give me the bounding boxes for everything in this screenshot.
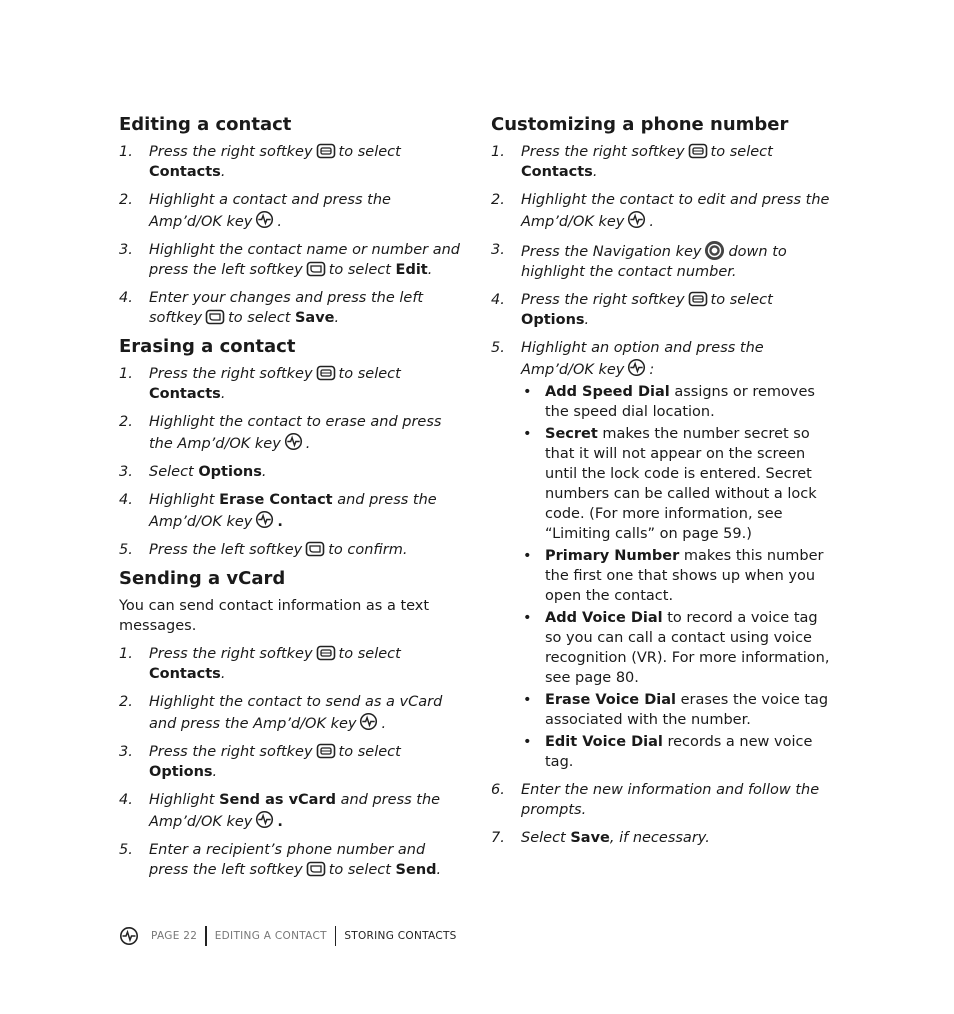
right-softkey-icon xyxy=(316,743,336,759)
step-item: 4. Highlight Erase Contact and press the Amp’d/OK key . xyxy=(119,492,437,530)
left-softkey-icon xyxy=(306,861,326,877)
footer-section: EDITING A CONTACT xyxy=(214,930,327,942)
erasing-contact-section xyxy=(119,336,464,560)
step-item: 4. Highlight Send as vCard and press the Amp’d/OK key . xyxy=(119,792,441,830)
erasing-steps xyxy=(119,364,464,560)
section-title-customizing: Customizing a phone number xyxy=(491,114,789,135)
footer-divider xyxy=(335,926,337,946)
vcard-intro: You can send contact information as a text messages. xyxy=(119,598,430,634)
step-item: 3. Select Options. xyxy=(119,464,267,480)
step-item: 7. Select Save, if necessary. xyxy=(491,830,710,846)
left-column xyxy=(119,114,464,888)
step-item: 1. Press the right softkey to select Contacts. xyxy=(119,144,401,180)
section-title-erasing: Erasing a contact xyxy=(119,336,296,357)
step-item: 1. Press the right softkey to select Contacts. xyxy=(491,144,773,180)
option-item: • Add Voice Dial to record a voice tag so you can call a contact using voice recognition (VR). For more information, see page 80. xyxy=(523,610,830,686)
step-item: 2. Highlight the contact to send as a vCard and press the Amp’d/OK key . xyxy=(119,694,443,732)
step-item: 5. Press the left softkey to confirm. xyxy=(119,542,408,558)
option-item: • Primary Number makes this number the first one that shows up when you open the contact. xyxy=(523,548,824,604)
left-softkey-icon xyxy=(306,261,326,277)
step-item: 2. Highlight a contact and press the Amp’d/OK key . xyxy=(119,192,391,230)
page-footer xyxy=(119,924,457,948)
step-item: 6. Enter the new information and follow the prompts. xyxy=(491,782,820,818)
ampd-logo-icon xyxy=(119,926,139,946)
vcard-steps xyxy=(119,644,464,880)
ampd-ok-key-icon xyxy=(255,810,274,829)
section-title-vcard: Sending a vCard xyxy=(119,568,286,589)
section-title-editing: Editing a contact xyxy=(119,114,292,135)
ampd-ok-key-icon xyxy=(359,712,378,731)
step-item: 3. Press the right softkey to select Options. xyxy=(119,744,401,780)
editing-steps xyxy=(119,142,464,328)
right-softkey-icon xyxy=(316,143,336,159)
right-softkey-icon xyxy=(688,143,708,159)
option-item: • Edit Voice Dial records a new voice tag. xyxy=(523,734,813,770)
left-softkey-icon xyxy=(205,309,225,325)
option-item: • Erase Voice Dial erases the voice tag associated with the number. xyxy=(523,692,829,728)
right-softkey-icon xyxy=(316,645,336,661)
editing-contact-section xyxy=(119,114,464,328)
page-number: PAGE 22 xyxy=(151,930,198,942)
sending-vcard-section xyxy=(119,568,464,880)
customizing-steps xyxy=(491,142,836,848)
option-item: • Secret makes the number secret so that it will not appear on the screen until the lock code is entered. Secret numbers can be called without a lock code. (For more information, see “Limiting calls” on page 59.) xyxy=(523,426,817,542)
ampd-ok-key-icon xyxy=(627,210,646,229)
step-item: 5. Enter a recipient’s phone number and press the left softkey to select Send. xyxy=(119,842,442,878)
step-item: 3. Press the Navigation key down to highlight the contact number. xyxy=(491,242,787,280)
right-softkey-icon xyxy=(316,365,336,381)
footer-chapter: STORING CONTACTS xyxy=(344,930,457,942)
step-item: 1. Press the right softkey to select Contacts. xyxy=(119,646,401,682)
ampd-ok-key-icon xyxy=(255,510,274,529)
ampd-ok-key-icon xyxy=(255,210,274,229)
step-item: 2. Highlight the contact to erase and press the Amp’d/OK key . xyxy=(119,414,442,452)
customizing-number-section xyxy=(491,114,836,848)
step-item: 4. Enter your changes and press the left softkey to select Save. xyxy=(119,290,424,326)
ampd-ok-key-icon xyxy=(627,358,646,377)
step-item: 2. Highlight the contact to edit and press the Amp’d/OK key . xyxy=(491,192,830,230)
step-item: 4. Press the right softkey to select Options. xyxy=(491,292,773,328)
step-item: 3. Highlight the contact name or number and press the left softkey to select Edit. xyxy=(119,242,460,278)
right-softkey-icon xyxy=(688,291,708,307)
option-list xyxy=(521,382,836,772)
step-item: 1. Press the right softkey to select Contacts. xyxy=(119,366,401,402)
option-item: • Add Speed Dial assigns or removes the speed dial location. xyxy=(523,384,815,420)
navigation-key-icon xyxy=(704,240,725,261)
left-softkey-icon xyxy=(305,541,325,557)
right-column xyxy=(491,114,836,856)
footer-divider xyxy=(205,926,207,946)
ampd-ok-key-icon xyxy=(284,432,303,451)
step-item: 5. Highlight an option and press the Amp’d/OK key : • Add Speed Dial assigns or removes the speed dial location. • Secret makes the number secret so that it will not appear on the screen until the lock code is entered. Secret numbers can be called without a lock code. (For more information, see “Limiting calls” on page 59.) • Primary Number makes this number the first one that shows up when you open the contact. • Add Voice Dial to record a voice tag so you can call a contact using voice recognition (VR). For more information, see page 80. • Erase Voice Dial erases the voice tag associated with the number. • Edit Voice Dial records a new voice tag. xyxy=(491,338,836,772)
